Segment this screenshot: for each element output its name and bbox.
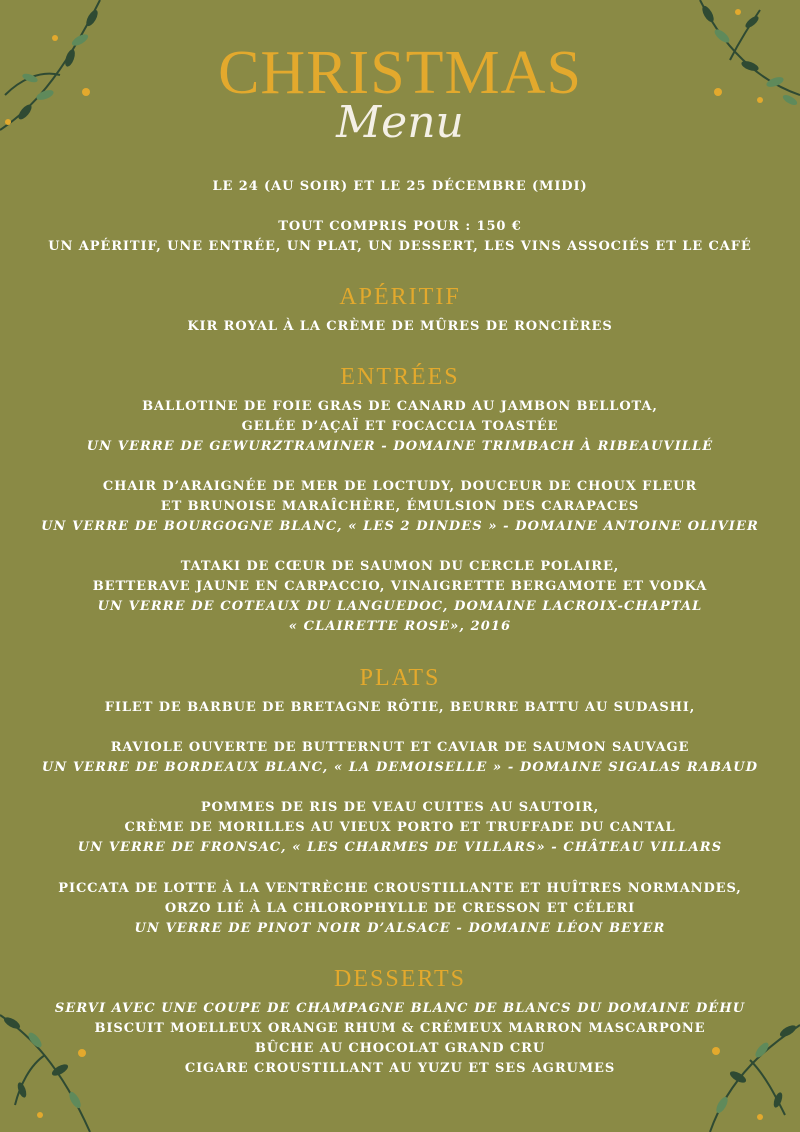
plat-1-line-1: FILET DE BARBUE DE BRETAGNE RÔTIE, BEURRE BATTU AU SUDASHI, (104, 700, 696, 715)
plat-3-line-2: CRÈME DE MORILLES AU VIEUX PORTO ET TRUFFADE DU CANTAL (124, 820, 676, 835)
plat-4-line-1: PICCATA DE LOTTE À LA VENTRÈCHE CROUSTILLANTE ET HUÎTRES NORMANDES, (58, 881, 742, 896)
section-heading-entrees: ENTRÉES (340, 364, 460, 390)
plat-3-wine: UN VERRE DE FRONSAC, « LES CHARMES DE VILLARS» - CHÂTEAU VILLARS (77, 840, 723, 855)
plat-2-wine: UN VERRE DE BORDEAUX BLANC, « LA DEMOISELLE » - DOMAINE SIGALAS RABAUD (41, 760, 759, 775)
menu-title: CHRISTMAS (218, 39, 582, 107)
section-heading-aperitif: APÉRITIF (339, 284, 461, 310)
entree-2-line-2: ET BRUNOISE MARAÎCHÈRE, ÉMULSION DES CARAPACES (160, 499, 640, 514)
plat-4-line-2: ORZO LIÉ À LA CHLOROPHYLLE DE CRESSON ET CÉLERI (164, 901, 636, 916)
plat-2-line-1: RAVIOLE OUVERTE DE BUTTERNUT ET CAVIAR DE SAUMON SAUVAGE (110, 740, 690, 755)
service-dates: LE 24 (AU SOIR) ET LE 25 DÉCEMBRE (MIDI) (212, 179, 588, 194)
entree-3-wine-2: « CLAIRETTE ROSE», 2016 (288, 619, 512, 634)
section-heading-plats: PLATS (359, 665, 441, 691)
entree-1-line-1: BALLOTINE DE FOIE GRAS DE CANARD AU JAMBON BELLOTA, (142, 399, 658, 414)
entree-1-line-2: GELÉE D’AÇAÏ ET FOCACCIA TOASTÉE (241, 419, 559, 434)
entree-2-wine: UN VERRE DE BOURGOGNE BLANC, « LES 2 DINDES » - DOMAINE ANTOINE OLIVIER (41, 519, 759, 534)
plat-4-wine: UN VERRE DE PINOT NOIR D’ALSACE - DOMAINE LÉON BEYER (134, 921, 666, 936)
plat-3-line-1: POMMES DE RIS DE VEAU CUITES AU SAUTOIR, (200, 800, 600, 815)
dessert-note: SERVI AVEC UNE COUPE DE CHAMPAGNE BLANC DE BLANCS DU DOMAINE DÉHU (54, 1001, 746, 1016)
entree-3-line-2: BETTERAVE JAUNE EN CARPACCIO, VINAIGRETTE BERGAMOTE ET VODKA (92, 579, 708, 594)
entree-2-line-1: CHAIR D’ARAIGNÉE DE MER DE LOCTUDY, DOUCEUR DE CHOUX FLEUR (102, 479, 698, 494)
menu-subtitle: Menu (336, 97, 464, 148)
price-line: TOUT COMPRIS POUR : 150 € (278, 219, 522, 234)
entree-3-line-1: TATAKI DE CŒUR DE SAUMON DU CERCLE POLAIRE, (180, 559, 620, 574)
included-line: UN APÉRITIF, UNE ENTRÉE, UN PLAT, UN DESSERT, LES VINS ASSOCIÉS ET LE CAFÉ (48, 239, 752, 254)
dessert-item-2: BÛCHE AU CHOCOLAT GRAND CRU (254, 1041, 546, 1056)
entree-3-wine: UN VERRE DE COTEAUX DU LANGUEDOC, DOMAINE LACROIX-CHAPTAL (97, 599, 703, 614)
aperitif-item: KIR ROYAL À LA CRÈME DE MÛRES DE RONCIÈRES (187, 319, 613, 334)
dessert-item-3: CIGARE CROUSTILLANT AU YUZU ET SES AGRUMES (184, 1061, 616, 1076)
section-heading-desserts: DESSERTS (334, 966, 466, 992)
entree-1-wine: UN VERRE DE GEWURZTRAMINER - DOMAINE TRIMBACH À RIBEAUVILLÉ (86, 439, 714, 454)
dessert-item-1: BISCUIT MOELLEUX ORANGE RHUM & CRÉMEUX MARRON MASCARPONE (94, 1021, 706, 1036)
